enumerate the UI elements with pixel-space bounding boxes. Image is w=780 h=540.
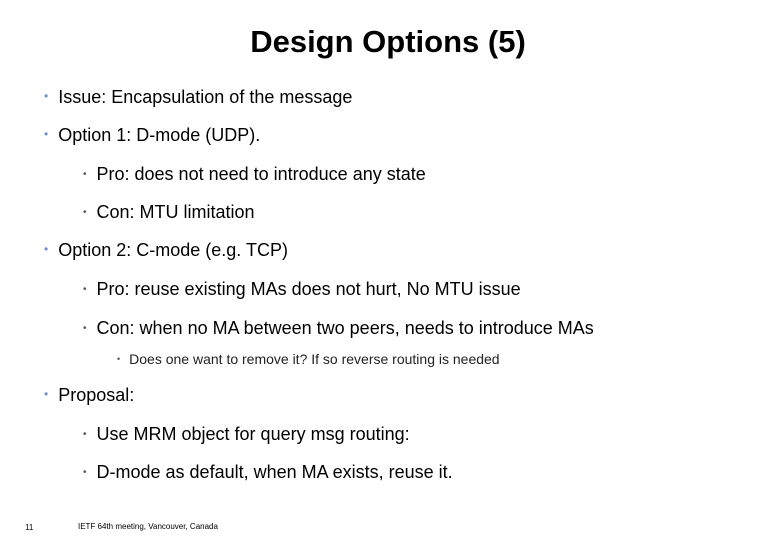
sub-bullet-option-1-con	[83, 202, 255, 223]
sub-bullet-option-1-pro	[83, 164, 426, 185]
bullet-text: Option 1: D-mode (UDP).	[58, 125, 261, 145]
bullet-issue	[44, 87, 352, 108]
slide-title: Design Options (5)	[250, 24, 526, 59]
sub-sub-bullet-reverse-routing	[117, 351, 500, 367]
bullet-icon: •	[44, 387, 49, 401]
bullet-text: D-mode as default, when MA exists, reuse it.	[96, 462, 453, 482]
sub-bullet-proposal-mrm	[83, 424, 410, 445]
bullet-text: Pro: reuse existing MAs does not hurt, No MTU issue	[96, 279, 521, 299]
bullet-proposal	[44, 385, 134, 406]
bullet-icon: •	[44, 89, 49, 103]
bullet-text: Con: MTU limitation	[96, 202, 255, 222]
footer-text: IETF 64th meeting, Vancouver, Canada	[78, 522, 218, 531]
bullet-icon: •	[117, 354, 121, 364]
bullet-option-1	[44, 125, 260, 146]
bullet-text: Issue: Encapsulation of the message	[58, 87, 353, 107]
bullet-icon: •	[83, 429, 87, 440]
bullet-text: Con: when no MA between two peers, needs to introduce MAs	[96, 318, 594, 338]
page-number: 11	[25, 523, 34, 532]
sub-bullet-option-2-con	[83, 318, 594, 339]
sub-bullet-option-2-pro	[83, 279, 521, 300]
bullet-text: Proposal:	[58, 385, 135, 405]
bullet-icon: •	[44, 242, 49, 256]
bullet-icon: •	[83, 284, 87, 295]
bullet-text: Does one want to remove it? If so reverse routing is needed	[129, 351, 500, 367]
bullet-icon: •	[83, 207, 87, 218]
bullet-text: Pro: does not need to introduce any state	[96, 164, 426, 184]
bullet-icon: •	[83, 467, 87, 478]
sub-bullet-proposal-dmode	[83, 462, 453, 483]
bullet-icon: •	[83, 169, 87, 180]
bullet-icon: •	[44, 127, 49, 141]
bullet-option-2	[44, 240, 288, 261]
bullet-text: Option 2: C-mode (e.g. TCP)	[58, 240, 288, 260]
bullet-text: Use MRM object for query msg routing:	[96, 424, 410, 444]
bullet-icon: •	[83, 323, 87, 334]
